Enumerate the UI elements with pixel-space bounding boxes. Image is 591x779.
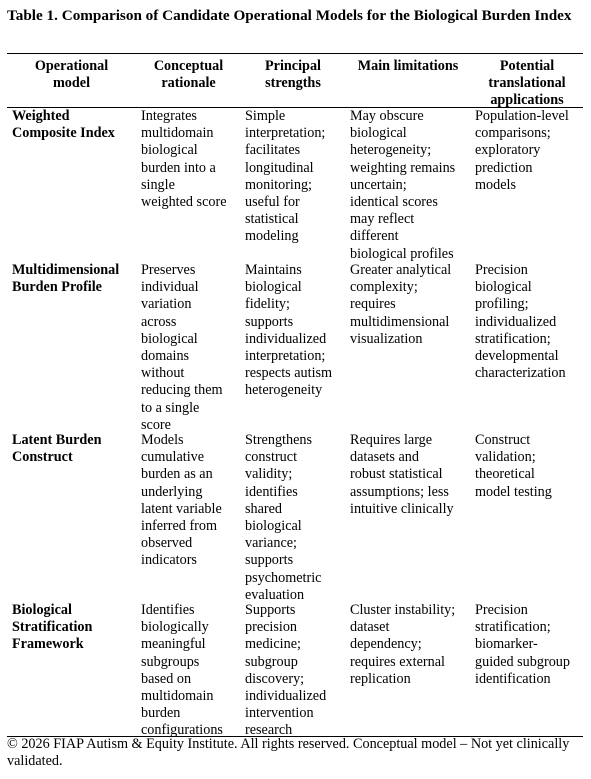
row-strengths: Strengthens construct validity; identifies shared biological variance; supports psychometric evaluation [245, 432, 322, 603]
row-model-name: Biological Stratification Framework [12, 602, 93, 653]
row-model-name: Latent Burden Construct [12, 432, 102, 466]
header-conceptual-rationale: Conceptual rationale [153, 58, 224, 92]
row-limitations: Requires large datasets and robust statistical assumptions; less intuitive clinically [350, 432, 454, 517]
row-rationale: Models cumulative burden as an underlying latent variable inferred from observed indicators [141, 432, 222, 569]
row-rationale: Identifies biologically meaningful subgroups based on multidomain burden configurations [141, 602, 223, 739]
copyright-footnote: © 2026 FIAP Autism & Equity Institute. All rights reserved. Conceptual model – Not yet clinically validated. [7, 736, 570, 770]
header-main-limitations: Main limitations [357, 58, 459, 74]
row-applications: Construct validation; theoretical model testing [475, 432, 552, 500]
row-applications: Population-level comparisons; exploratory prediction models [475, 108, 569, 193]
header-translational-applications: Potential translational applications [488, 58, 566, 109]
table-top-rule [7, 53, 583, 54]
header-principal-strengths: Principal strengths [265, 58, 321, 92]
row-strengths: Simple interpretation; facilitates longitudinal monitoring; useful for statistical modeling [245, 108, 326, 245]
row-model-name: Multidimensional Burden Profile [12, 262, 120, 296]
row-rationale: Integrates multidomain biological burden into a single weighted score [141, 108, 227, 211]
table-caption: Table 1. Comparison of Candidate Operational Models for the Biological Burden Index [7, 7, 572, 24]
row-limitations: Greater analytical complexity; requires multidimensional visualization [350, 262, 452, 347]
row-applications: Precision stratification; biomarker- guided subgroup identification [475, 602, 570, 687]
row-model-name: Weighted Composite Index [12, 108, 115, 142]
row-limitations: May obscure biological heterogeneity; weighting remains uncertain; identical scores may reflect different biological profiles [350, 108, 456, 262]
row-rationale: Preserves individual variation across biological domains without reducing them to a single score [141, 262, 223, 433]
row-strengths: Supports precision medicine; subgroup discovery; individualized intervention research [245, 602, 327, 739]
row-strengths: Maintains biological fidelity; supports individualized interpretation; respects autism heterogeneity [245, 262, 333, 399]
header-operational-model: Operational model [34, 58, 109, 92]
row-applications: Precision biological profiling; individualized stratification; developmental characterization [475, 262, 566, 382]
row-limitations: Cluster instability; dataset dependency; requires external replication [350, 602, 456, 687]
